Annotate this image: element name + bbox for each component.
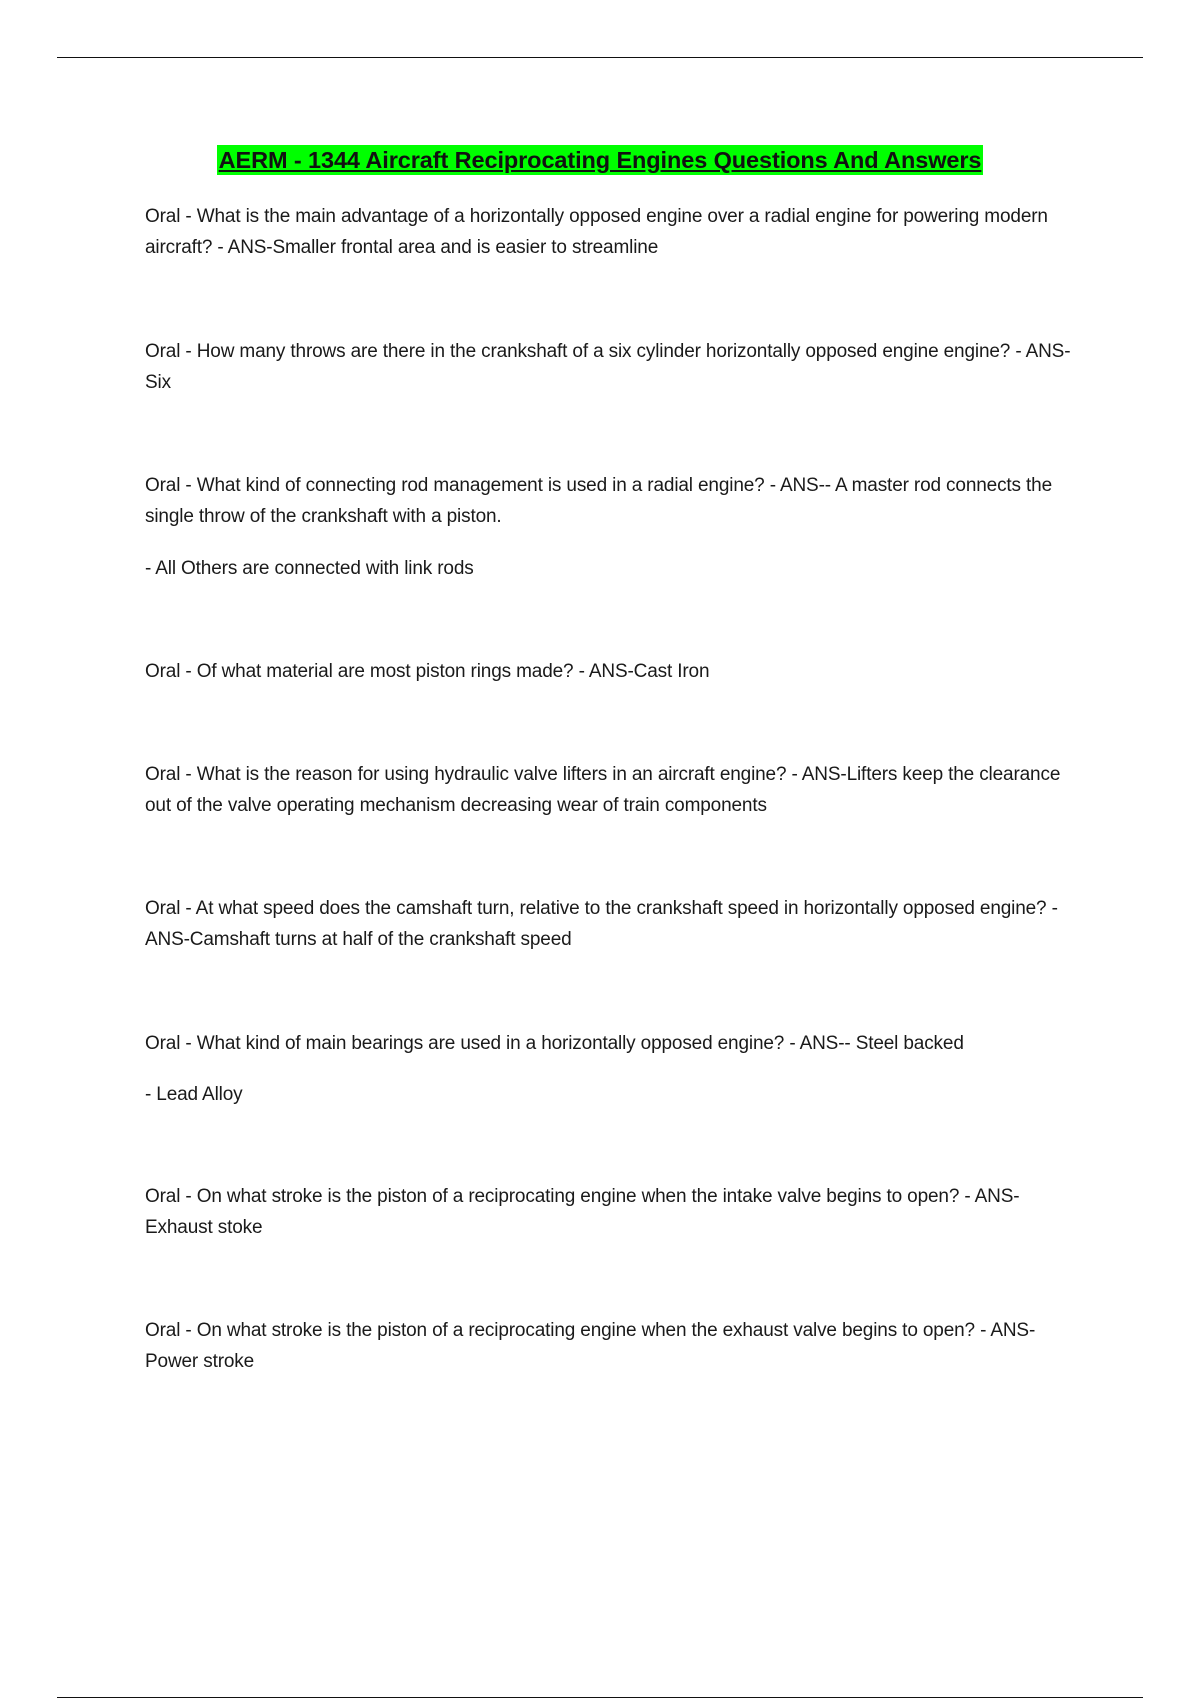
qa-paragraph-8: Oral - On what stroke is the piston of a reciprocating engine when the intake valve begins to open? - ANS-Exhaust stoke <box>145 1186 1020 1238</box>
qa-paragraph-2: Oral - How many throws are there in the crankshaft of a six cylinder horizontally opposed engine engine? - ANS-Six <box>145 341 1071 393</box>
qa-paragraph-5: Oral - What is the reason for using hydraulic valve lifters in an aircraft engine? - ANS-Lifters keep the clearance out of the valve operating mechanism decreasing wear of train components <box>145 764 1061 816</box>
qa-paragraph-4: Oral - Of what material are most piston rings made? - ANS-Cast Iron <box>145 661 710 682</box>
header-rule <box>57 57 1143 58</box>
qa-paragraph-3: Oral - What kind of connecting rod management is used in a radial engine? - ANS-- A master rod connects the single throw of the crankshaft with a piston. <box>145 475 1052 527</box>
qa-paragraph-7: Oral - What kind of main bearings are used in a horizontally opposed engine? - ANS-- Steel backed <box>145 1033 964 1054</box>
qa-paragraph-6: Oral - At what speed does the camshaft turn, relative to the crankshaft speed in horizontally opposed engine? - ANS-Camshaft turns at half of the crankshaft speed <box>145 898 1058 950</box>
qa-paragraph-9: Oral - On what stroke is the piston of a reciprocating engine when the exhaust valve begins to open? - ANS-Power stroke <box>145 1320 1036 1372</box>
qa-paragraph-1: Oral - What is the main advantage of a horizontally opposed engine over a radial engine for powering modern aircraft? - ANS-Smaller frontal area and is easier to streamline <box>145 206 1048 258</box>
title-container <box>0 145 1200 175</box>
qa-paragraph-3-continued: - All Others are connected with link rods <box>145 558 474 579</box>
document-title: AERM - 1344 Aircraft Reciprocating Engines Questions And Answers <box>218 147 982 173</box>
qa-paragraph-7-continued: - Lead Alloy <box>145 1084 243 1105</box>
footer-rule <box>57 1697 1143 1698</box>
